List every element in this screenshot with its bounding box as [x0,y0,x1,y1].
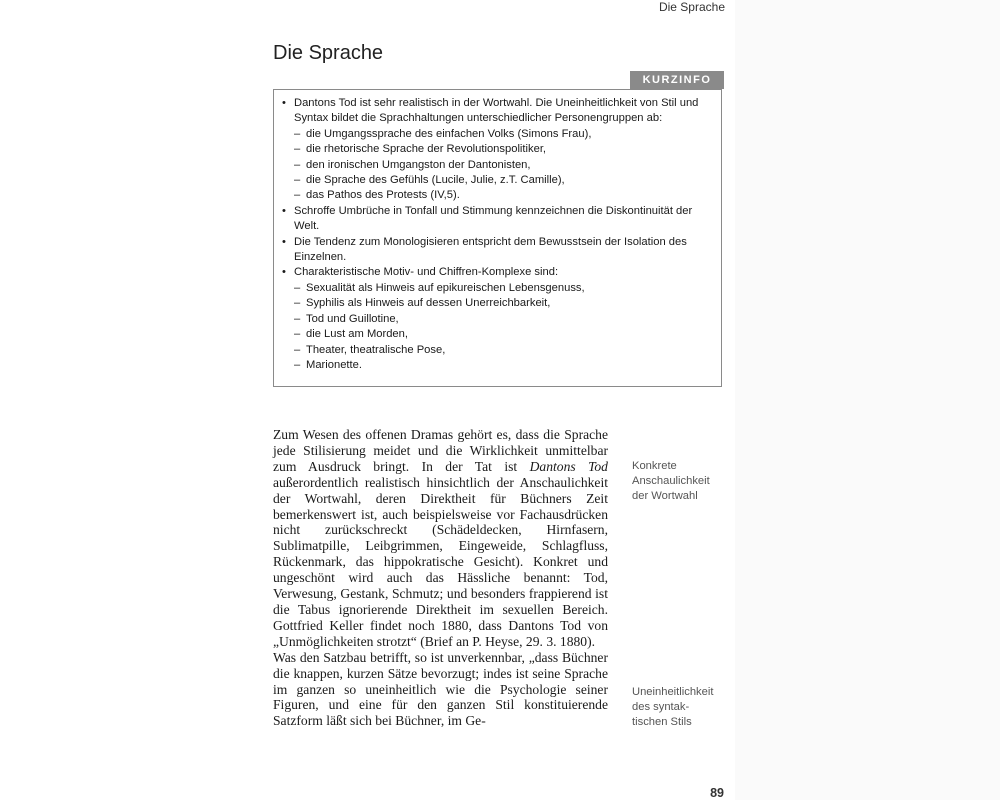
kurzinfo-subitem: – die Umgangssprache des einfachen Volks (Simons Frau), [294,127,713,142]
kurzinfo-sublist [294,127,713,204]
kurzinfo-subitem: – Syphilis als Hinweis auf dessen Unerreichbarkeit, [294,296,713,311]
kurzinfo-item-text: Die Tendenz zum Monologisieren entspricht dem Bewusstsein der Isolation des Einzelnen. [294,235,687,264]
body-paragraph-start: Zum Wesen des offenen Dramas gehört es, dass die Sprache jede Stilisierung meidet und die Wirklichkeit unmittelbar zum Ausdruck bringt. In der Tat ist [273,427,608,474]
margin-note-line: des syntak- [632,701,690,713]
body-paragraph-end: außerordentlich realistisch hinsichtlich der Anschaulichkeit der Wortwahl, deren Direktheit für Büchners Zeit bemerkenswert ist, auch beispielsweise vor Fachausdrücken nicht zurückschreckt (Schädeldecken, Hirnfasern, Sublimatpille, Leibgrimmen, Eingeweide, Schlagfluss, Rückenmark, das hippokratische Gesicht). Konkret und ungeschönt wird auch das Hässliche benannt: Tod, Verwesung, Gestank, Schmutz; und besonders frappierend ist die Tabus ignorierende Direktheit im sexuellen Bereich. Gottfried Keller findet noch 1880, dass Dantons Tod von „Unmöglichkeiten strotzt“ (Brief an P. Heyse, 29. 3. 1880). [273,474,608,649]
work-title: Dantons Tod [529,458,608,474]
running-head: Die Sprache [658,0,725,14]
kurzinfo-subitem: – den ironischen Umgangston der Dantonisten, [294,158,713,173]
kurzinfo-subitem: – die Lust am Morden, [294,327,713,342]
kurzinfo-item-text: Charakteristische Motiv- und Chiffren-Komplexe sind: [294,266,559,279]
kurzinfo-subitem: – das Pathos des Protests (IV,5). [294,188,713,203]
kurzinfo-subitem: – die Sprache des Gefühls (Lucile, Julie, z.T. Camille), [294,173,713,188]
margin-note-line: der Wortwahl [632,490,698,502]
kurzinfo-item [282,96,713,204]
kurzinfo-subitem: – Sexualität als Hinweis auf epikureischen Lebensgenuss, [294,281,713,296]
kurzinfo-subitem: – Theater, theatralische Pose, [294,343,713,358]
margin-note-wortwahl [632,459,732,504]
kurzinfo-item-text: Schroffe Umbrüche in Tonfall und Stimmung kennzeichnen die Diskontinuität der Welt. [294,204,693,233]
kurzinfo-box [273,89,722,387]
margin-note-syntax [632,685,732,730]
kurzinfo-item [282,235,713,266]
kurzinfo-item [282,265,713,373]
margin-note-line: Anschaulichkeit [632,475,710,487]
kurzinfo-item-text: Dantons Tod ist sehr realistisch in der Wortwahl. Die Uneinheitlichkeit von Stil und Syntax bildet die Sprachhaltungen unterschiedlicher Personengruppen ab: [294,97,699,125]
kurzinfo-subitem: – Tod und Guillotine, [294,312,713,327]
page-title: Die Sprache [273,42,384,64]
kurzinfo-subitem: – Marionette. [294,358,713,373]
kurzinfo-subitem: – die rhetorische Sprache der Revolutionspolitiker, [294,142,713,157]
kurzinfo-list [282,96,713,373]
margin-note-line: tischen Stils [632,716,692,728]
page-number: 89 [710,786,724,800]
margin-note-line: Uneinheitlichkeit [632,686,714,698]
body-paragraph [273,427,608,650]
body-text [273,427,608,729]
kurzinfo-label: KURZINFO [630,71,724,89]
body-paragraph: Was den Satzbau betrifft, so ist unverkennbar, „dass Büchner die knappen, kurzen Sätze bevorzugt; indes ist seine Sprache im ganzen so uneinheitlich wie die Psychologie seiner Figuren, und eine für den ganzen Stil konstituierende Satzform läßt sich bei Büchner, im Ge- [273,649,608,729]
margin-note-line: Konkrete [632,460,677,472]
kurzinfo-item [282,204,713,235]
kurzinfo-sublist [294,281,713,373]
page-edge-shade [735,0,1000,800]
